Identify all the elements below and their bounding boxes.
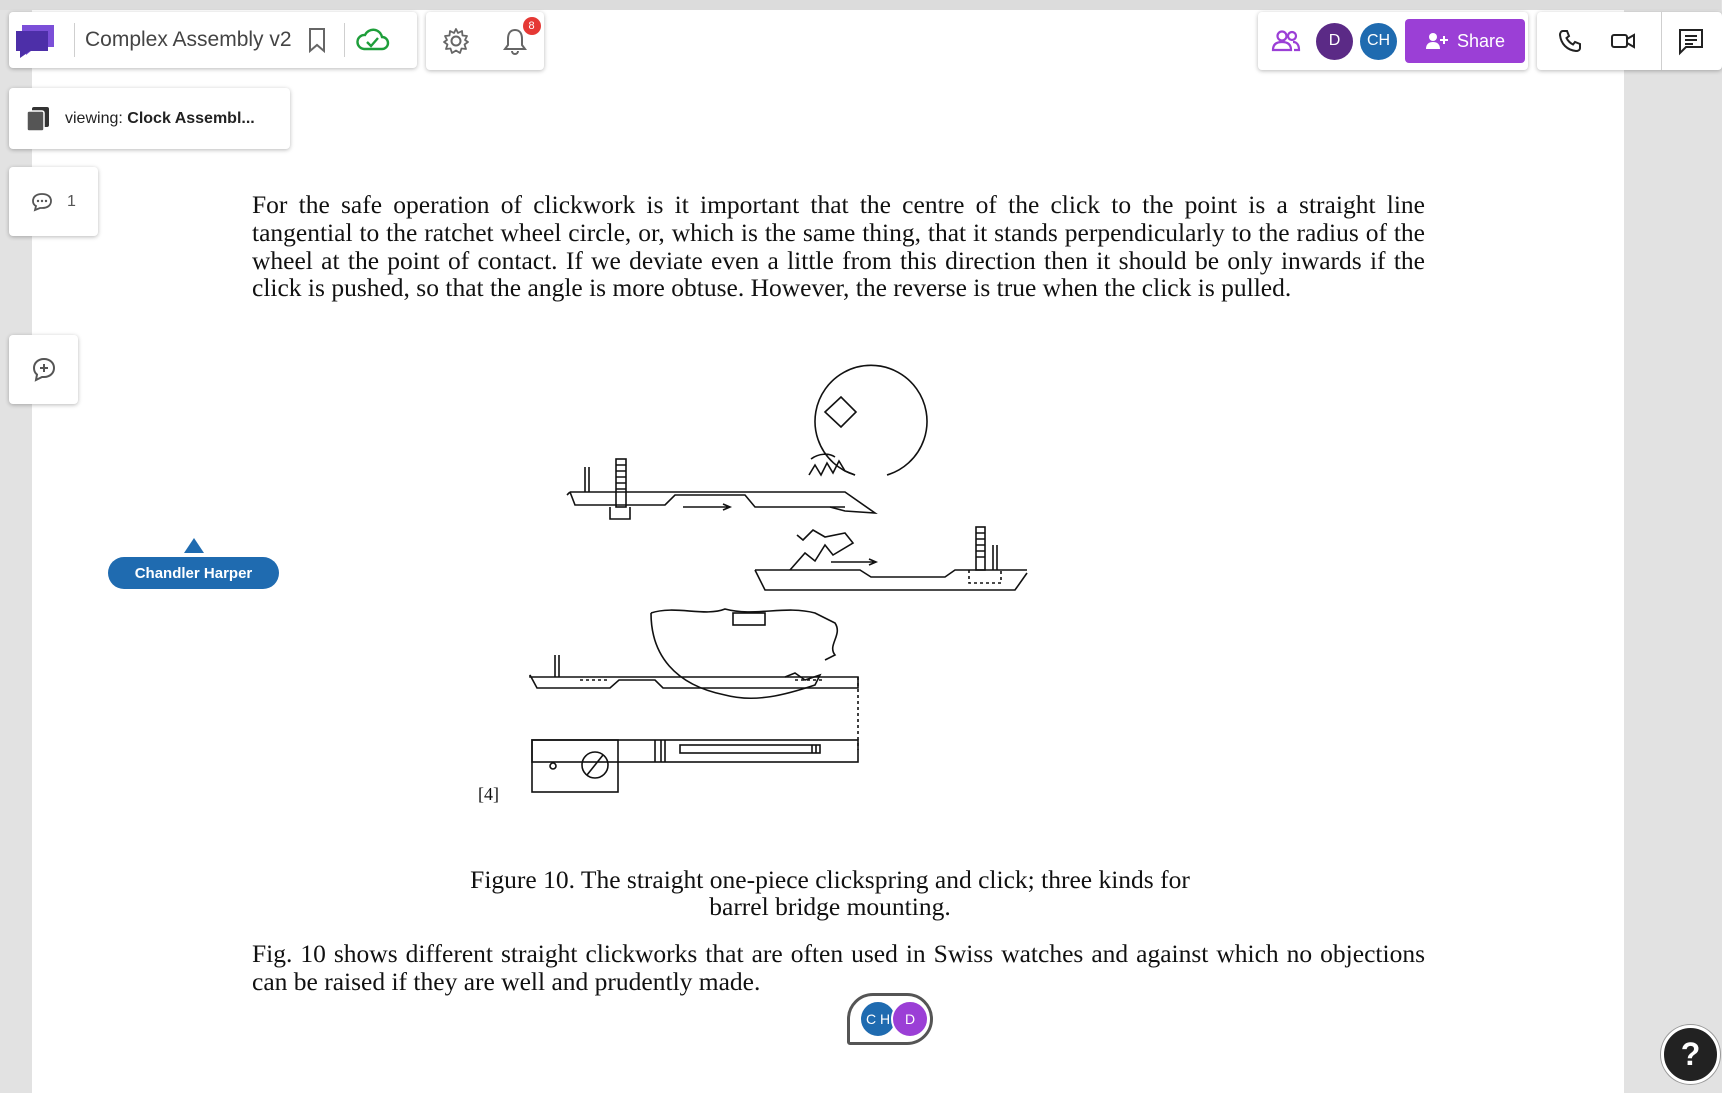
window-top-strip xyxy=(0,0,1721,10)
viewing-prefix: viewing: xyxy=(65,109,123,127)
documents-icon xyxy=(25,105,51,133)
gear-icon[interactable] xyxy=(438,23,474,59)
call-toolbar xyxy=(1537,12,1722,70)
comment-count: 1 xyxy=(67,192,76,210)
cloud-check-icon[interactable] xyxy=(345,20,399,60)
avatar: D xyxy=(891,1000,929,1038)
document-toolbar xyxy=(9,12,417,68)
viewing-indicator[interactable] xyxy=(9,88,290,149)
paragraph-1: For the safe operation of clickwork is it important that the centre of the click to the point is a straight line tangential to the ratchet wheel circle, or, which is the same thing, that it stands perpendicularly to the radius of the wheel at the point of contact. If we deviate even a little from this direction then it should be only inwards if the click is pushed, so that the angle is more obtuse. However, the reverse is true when the click is pulled. xyxy=(252,190,1425,303)
divider xyxy=(74,23,75,57)
clickwork-figure xyxy=(478,355,1135,840)
share-label: Share xyxy=(1456,30,1506,51)
collaborators-toolbar xyxy=(1258,12,1528,70)
notification-badge: 8 xyxy=(523,17,541,35)
caption-line-1: Figure 10. The straight one-piece clickspring and click; three kinds for xyxy=(470,865,1190,894)
avatar[interactable]: D xyxy=(1316,23,1353,60)
comment-icon xyxy=(31,192,53,212)
chat-logo-icon[interactable] xyxy=(12,18,60,62)
video-camera-icon[interactable] xyxy=(1603,21,1643,61)
viewing-document-name: Clock Assembl... xyxy=(127,109,255,127)
add-user-icon xyxy=(1425,32,1449,50)
people-icon[interactable] xyxy=(1258,21,1314,61)
share-button[interactable] xyxy=(1405,19,1525,63)
remote-cursor-pointer xyxy=(184,538,204,553)
bookmark-icon[interactable] xyxy=(302,20,332,60)
presence-bubble[interactable] xyxy=(847,993,933,1045)
figure-caption xyxy=(380,866,1280,920)
phone-icon[interactable] xyxy=(1537,21,1603,61)
remote-cursor-label: Chandler Harper xyxy=(108,557,279,589)
avatar: C H xyxy=(859,1000,897,1038)
settings-toolbar xyxy=(426,12,544,70)
help-button[interactable]: ? xyxy=(1661,1025,1720,1084)
comments-button[interactable] xyxy=(9,167,98,236)
document-title[interactable]: Complex Assembly v2 xyxy=(85,28,292,51)
bell-icon[interactable] xyxy=(497,20,535,59)
caption-line-2: barrel bridge mounting. xyxy=(709,892,951,921)
paragraph-2: Fig. 10 shows different straight clickworks that are often used in Swiss watches and against which no objections can be raised if they are well and prudently made. xyxy=(252,939,1425,996)
chat-panel-icon[interactable] xyxy=(1662,21,1720,61)
add-comment-button[interactable] xyxy=(9,335,78,404)
avatar[interactable]: CH xyxy=(1360,23,1397,60)
add-comment-icon xyxy=(31,357,57,383)
figure-mark: [4] xyxy=(478,784,499,804)
